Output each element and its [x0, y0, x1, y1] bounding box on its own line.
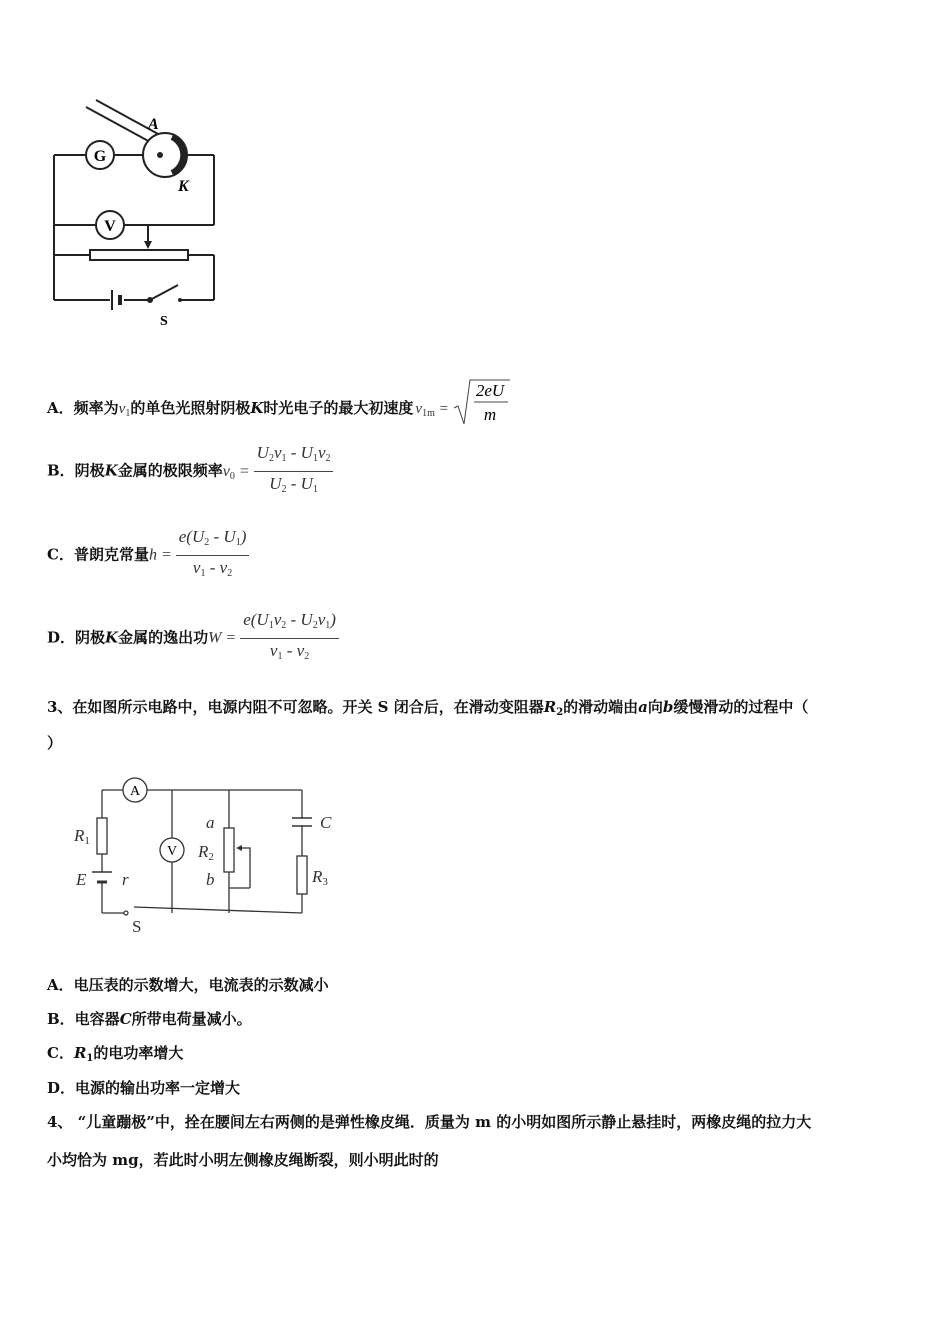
option-2a-suffix: 时光电子的最大初速度 [263, 399, 414, 417]
voltmeter-2-label: V [166, 844, 178, 859]
option-2b-prefix: B．阴极 [47, 461, 105, 480]
emf-label: E [76, 870, 87, 889]
q4-line1: 4、 “儿童蹦极”中，拴在腰间左右两侧的是弹性橡皮绳．质量为 m 的小明如图所示静止悬挂时，两橡皮绳的拉力大 [47, 1113, 812, 1131]
q3-stem-r-sub: 2 [556, 707, 564, 718]
option-2c-prefix: C．普朗克常量 [47, 545, 149, 564]
option-2a: A．频率为$v_1$的单色光照射阴极K时光电子的最大初速度 $v_{1m}$ = 2eU m [47, 382, 512, 436]
option-2d-k: K [105, 628, 119, 647]
svg-text:R2 [197, 842, 214, 863]
svg-text:m: m [484, 405, 497, 424]
q3-stem-mid: 的滑动端由 [563, 698, 639, 716]
r3-label: R [312, 867, 323, 886]
q3-stem-line1: 3、在如图所示电路中，电源内阻不可忽略。开关 S 闭合后，在滑动变阻器 [47, 698, 544, 716]
svg-text:R3 [311, 867, 328, 888]
option-2b-k: K [104, 461, 118, 480]
ammeter-label: A [129, 784, 141, 799]
r1-label: R [74, 826, 85, 845]
internal-r-label: r [122, 870, 129, 889]
option-3c-suffix: 的电功率增大 [93, 1044, 184, 1062]
option-3c-sub: 1 [86, 1053, 94, 1064]
option-2b: B．阴极K金属的极限频率$v_0$ = $\frac{U_2v_1 - U_1v_2}{U_2 - U_1}$ [47, 443, 333, 500]
svg-text:2eU: 2eU [476, 381, 505, 400]
option-3c [47, 1043, 183, 1069]
voltmeter-label: V [104, 218, 116, 235]
option-3c-prefix: C． [47, 1044, 74, 1062]
r2-sub: 2 [208, 851, 214, 863]
cathode-label: K [178, 178, 189, 195]
option-3b-c: C [119, 1010, 132, 1028]
q3-stem-line2: ） [47, 734, 63, 752]
sqrt-symbol [452, 378, 512, 426]
r2-end-a-label: a [206, 813, 215, 832]
r1-sub: 1 [84, 835, 90, 847]
option-2d-prefix: D．阴极 [47, 628, 106, 647]
r2-end-b-label: b [206, 870, 215, 889]
r2-label: R [198, 842, 209, 861]
q4-line2: 小均恰为 mg，若此时小明左侧橡皮绳断裂，则小明此时的 [47, 1151, 439, 1169]
svg-text:R1 [73, 826, 90, 847]
q3-stem-end: 缓慢滑动的过程中（ [673, 698, 809, 716]
option-2a-prefix: A．频率为 [47, 399, 119, 417]
galvanometer-label: G [93, 148, 107, 165]
switch-s-label: S [132, 917, 142, 936]
q3-circuit-figure [68, 770, 348, 940]
option-3a: A．电压表的示数增大，电流表的示数减小 [47, 976, 329, 994]
photoelectric-circuit-figure [40, 95, 230, 335]
question-3-stem [47, 697, 808, 723]
option-2c: C．普朗克常量h = $\frac{e(U_2 - U_1)}{v_1 - v_2}$ [47, 527, 249, 584]
option-3d: D．电源的输出功率一定增大 [47, 1079, 241, 1097]
q3-stem-b: b [662, 698, 674, 716]
option-3b [47, 1009, 252, 1029]
capacitor-label: C [320, 813, 332, 832]
option-2d-suffix: 金属的逸出功 [118, 628, 209, 647]
q3-stem-r: R [543, 698, 557, 716]
option-2d: D．阴极K金属的逸出功W = $\frac{e(U_1v_2 - U_2v_1)}{v_1 - v_2}$ [47, 610, 339, 667]
q3-stem-to: 向 [647, 698, 663, 716]
option-2a-mid: 的单色光照射阴极 [130, 399, 251, 417]
option-3b-suffix: 所带电荷量减小。 [131, 1010, 252, 1028]
r3-sub: 3 [322, 876, 328, 888]
option-3c-r: R [73, 1044, 87, 1062]
anode-label: A [148, 116, 159, 133]
option-3b-prefix: B．电容器 [47, 1010, 120, 1028]
option-2b-suffix: 金属的极限频率 [117, 461, 223, 480]
q3-stem-a: a [638, 698, 648, 716]
option-2a-k: K [250, 399, 264, 417]
switch-label: S [160, 314, 168, 329]
